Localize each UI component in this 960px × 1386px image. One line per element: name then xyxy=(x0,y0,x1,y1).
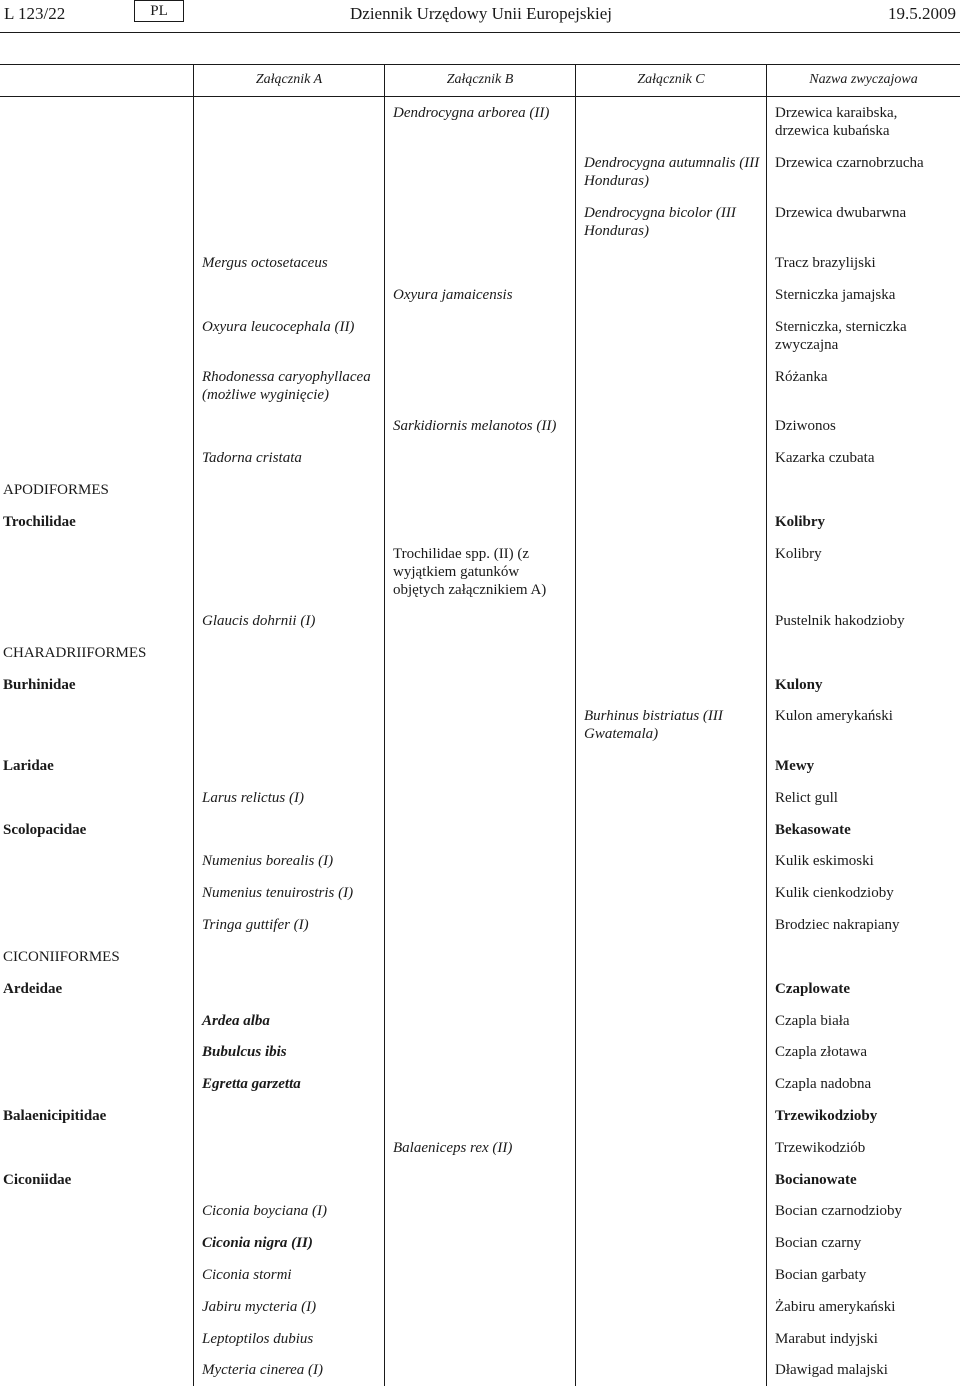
annex-a-entry: Ciconia nigra (II) xyxy=(202,1235,313,1251)
column-divider xyxy=(575,64,576,1386)
common-name: Mewy xyxy=(775,758,815,774)
family-heading: Laridae xyxy=(3,758,54,774)
annex-a-entry: Bubulcus ibis xyxy=(202,1044,287,1060)
annex-a-entry: Tadorna cristata xyxy=(202,450,302,466)
annex-a-entry: Numenius tenuirostris (I) xyxy=(202,885,354,901)
annex-b-entry: Trochilidae spp. (II) (z wyjątkiem gatunków objętych załącznikiem A) xyxy=(393,546,547,598)
annex-a-entry: Tringa guttifer (I) xyxy=(202,917,309,933)
column-header-annex-b: Załącznik B xyxy=(446,72,514,87)
common-name: Bocian garbaty xyxy=(775,1267,867,1283)
column-header-common-name: Nazwa zwyczajowa xyxy=(809,72,918,87)
annex-a-entry: Ciconia boyciana (I) xyxy=(202,1203,327,1219)
annex-c-entry: Dendrocygna bicolor (III Honduras) xyxy=(584,205,736,239)
common-name: Tracz brazylijski xyxy=(775,255,876,271)
common-name: Dziwonos xyxy=(775,418,836,434)
order-heading: CHARADRIIFORMES xyxy=(3,645,147,661)
annex-a-entry: Larus relictus (I) xyxy=(202,790,304,806)
annex-a-entry: Jabiru mycteria (I) xyxy=(202,1299,317,1315)
annex-a-entry: Egretta garzetta xyxy=(202,1076,301,1092)
common-name: Bocian czarny xyxy=(775,1235,862,1251)
table-top-rule xyxy=(0,64,960,65)
family-heading: Scolopacidae xyxy=(3,822,87,838)
column-divider xyxy=(193,64,194,1386)
common-name: Bekasowate xyxy=(775,822,851,838)
annex-a-entry: Ciconia stormi xyxy=(202,1267,292,1283)
common-name: Brodziec nakrapiany xyxy=(775,917,900,933)
family-heading: Ardeidae xyxy=(3,981,63,997)
common-name: Drzewica dwubarwna xyxy=(775,205,907,221)
annex-b-entry: Sarkidiornis melanotos (II) xyxy=(393,418,557,434)
annex-a-entry: Rhodonessa caryophyllacea (możliwe wyginięcie) xyxy=(202,369,371,403)
family-heading: Balaenicipitidae xyxy=(3,1108,107,1124)
common-name: Kolibry xyxy=(775,514,826,530)
species-table xyxy=(0,64,960,1386)
header-bottom-rule xyxy=(0,96,960,97)
column-header-annex-c: Załącznik C xyxy=(637,72,705,87)
page-reference: L 123/22 xyxy=(4,4,66,23)
common-name: Kulon amerykański xyxy=(775,708,893,724)
annex-c-entry: Burhinus bistriatus (III Gwatemala) xyxy=(584,708,723,742)
common-name: Kazarka czubata xyxy=(775,450,875,466)
annex-b-entry: Oxyura jamaicensis xyxy=(393,287,513,303)
common-name: Czapla nadobna xyxy=(775,1076,872,1092)
order-heading: CICONIIFORMES xyxy=(3,949,120,965)
journal-title: Dziennik Urzędowy Unii Europejskiej xyxy=(350,4,613,23)
annex-c-entry: Dendrocygna autumnalis (III Honduras) xyxy=(584,155,760,189)
family-heading: Ciconiidae xyxy=(3,1172,72,1188)
common-name: Bocianowate xyxy=(775,1172,857,1188)
publication-date: 19.5.2009 xyxy=(888,4,956,23)
common-name: Bocian czarnodzioby xyxy=(775,1203,903,1219)
common-name: Relict gull xyxy=(775,790,838,806)
annex-b-entry: Balaeniceps rex (II) xyxy=(393,1140,513,1156)
common-name: Czaplowate xyxy=(775,981,850,997)
common-name: Drzewica karaibska, drzewica kubańska xyxy=(775,105,898,139)
annex-a-entry: Mycteria cinerea (I) xyxy=(202,1362,324,1378)
common-name: Sterniczka, sterniczka zwyczajna xyxy=(775,319,907,353)
common-name: Sterniczka jamajska xyxy=(775,287,896,303)
family-heading: Burhinidae xyxy=(3,677,76,693)
common-name: Kolibry xyxy=(775,546,822,562)
common-name: Trzewikodzioby xyxy=(775,1108,878,1124)
column-divider xyxy=(766,64,767,1386)
common-name: Czapla złotawa xyxy=(775,1044,868,1060)
common-name: Kulik eskimoski xyxy=(775,853,874,869)
common-name: Dławigad malajski xyxy=(775,1362,888,1378)
annex-b-entry: Dendrocygna arborea (II) xyxy=(393,105,550,121)
annex-a-entry: Glaucis dohrnii (I) xyxy=(202,613,316,629)
column-header-annex-a: Załącznik A xyxy=(255,72,323,87)
common-name: Czapla biała xyxy=(775,1013,850,1029)
page-header xyxy=(0,0,960,34)
annex-a-entry: Mergus octosetaceus xyxy=(202,255,328,271)
header-rule xyxy=(0,32,960,33)
common-name: Trzewikodziób xyxy=(775,1140,866,1156)
common-name: Kulony xyxy=(775,677,823,693)
family-heading: Trochilidae xyxy=(3,514,76,530)
language-badge: PL xyxy=(134,0,184,22)
order-heading: APODIFORMES xyxy=(3,482,109,498)
common-name: Pustelnik hakodzioby xyxy=(775,613,905,629)
common-name: Różanka xyxy=(775,369,828,385)
annex-a-entry: Leptoptilos dubius xyxy=(202,1331,314,1347)
annex-a-entry: Oxyura leucocephala (II) xyxy=(202,319,355,335)
annex-a-entry: Ardea alba xyxy=(202,1013,270,1029)
common-name: Marabut indyjski xyxy=(775,1331,878,1347)
common-name: Kulik cienkodzioby xyxy=(775,885,894,901)
common-name: Żabiru amerykański xyxy=(775,1299,896,1315)
annex-a-entry: Numenius borealis (I) xyxy=(202,853,334,869)
common-name: Drzewica czarnobrzucha xyxy=(775,155,924,171)
column-divider xyxy=(384,64,385,1386)
